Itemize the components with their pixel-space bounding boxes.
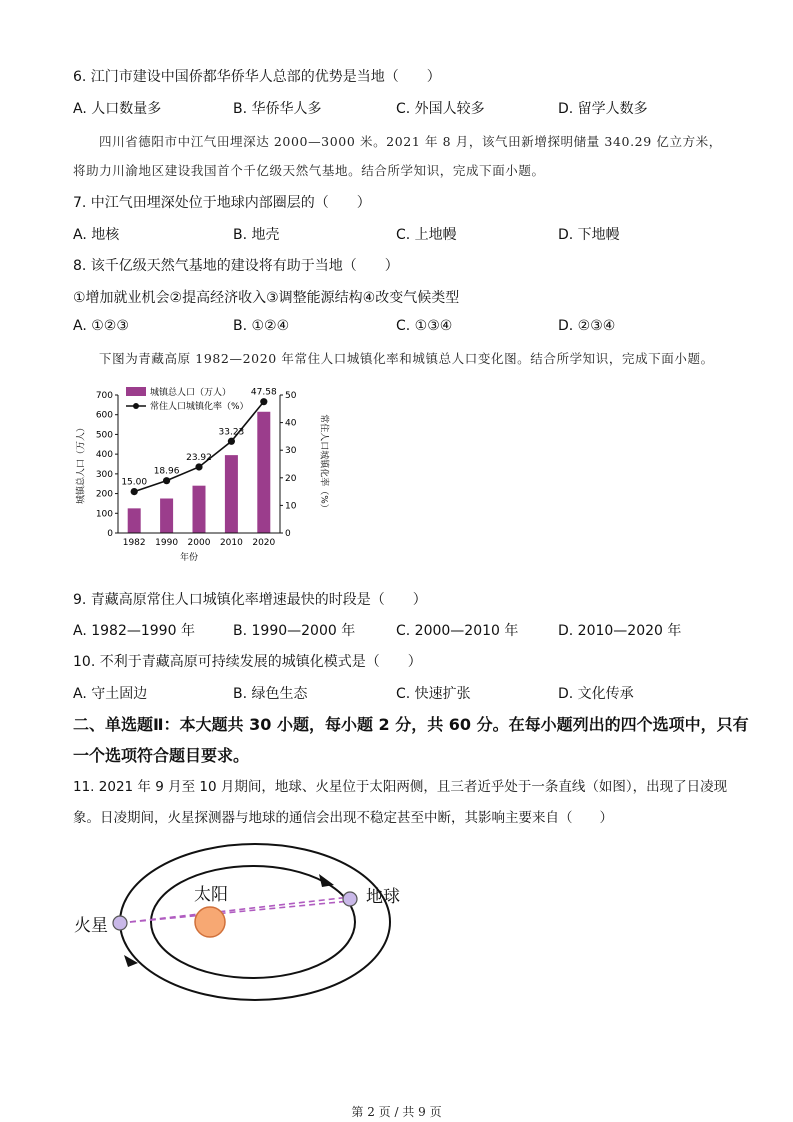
bar-1982	[128, 508, 141, 533]
x-tick-label: 2010	[219, 538, 243, 548]
rate-point-label: 23.92	[186, 452, 212, 463]
q6-stem: 6. 江门市建设中国侨都华侨华人总部的优势是当地（ ）	[73, 69, 441, 85]
rate-point-label: 47.58	[250, 387, 277, 398]
right-tick-label: 50	[285, 391, 297, 401]
q11-line-1: 11. 2021 年 9 月至 10 月期间，地球、火星位于太阳两侧，且三者近乎处于一条直线（如图），出现了日凌现	[73, 779, 728, 795]
mars-orbit-arrow	[124, 955, 138, 967]
legend-bar-swatch	[126, 387, 146, 396]
q8-option-c: C. ①③④	[396, 318, 453, 334]
bar-1990	[160, 499, 173, 534]
rate-point-label: 15.00	[121, 477, 148, 488]
q9-option-a: A. 1982—1990 年	[73, 623, 195, 639]
urbanization-rate-line	[134, 402, 264, 492]
bar-2010	[225, 455, 238, 533]
chart-legend	[126, 386, 249, 412]
bar-2000	[193, 486, 206, 533]
q8-stem: 8. 该千亿级天然气基地的建设将有助于当地（ ）	[73, 258, 399, 274]
page-footer: 第 2 页 / 共 9 页	[351, 1105, 442, 1119]
passage-2: 下图为青藏高原 1982—2020 年常住人口城镇化率和城镇总人口变化图。结合所学知识，完成下面小题。	[99, 351, 714, 366]
passage-1-line-2: 将助力川渝地区建设我国首个千亿级天然气基地。结合所学知识，完成下面小题。	[73, 163, 545, 178]
q8-option-a: A. ①②③	[73, 318, 129, 334]
mars-icon	[113, 916, 127, 930]
q6-option-b: B. 华侨华人多	[233, 101, 322, 117]
rate-point-1990	[163, 477, 170, 484]
q8-choices: ①增加就业机会②提高经济收入③调整能源结构④改变气候类型	[73, 290, 460, 306]
sun-icon	[195, 907, 225, 937]
q6-option-c: C. 外国人较多	[396, 101, 485, 117]
earth-label: 地球	[366, 887, 400, 907]
q9-stem: 9. 青藏高原常住人口城镇化率增速最快的时段是（ ）	[73, 592, 427, 608]
q7-option-d: D. 下地幔	[558, 227, 620, 243]
q8-option-d: D. ②③④	[558, 318, 616, 334]
rate-point-label: 18.96	[153, 466, 180, 477]
left-tick-label: 300	[95, 469, 113, 480]
q11-line-2: 象。日凌期间，火星探测器与地球的通信会出现不稳定甚至中断，其影响主要来自（ ）	[73, 810, 613, 826]
earth-orbit-arrow	[319, 874, 334, 887]
q7-option-b: B. 地壳	[233, 227, 280, 243]
q10-stem: 10. 不利于青藏高原可持续发展的城镇化模式是（ ）	[73, 654, 422, 670]
chart-x-label: 年份	[179, 553, 199, 563]
mars-earth-line-lower	[120, 901, 350, 923]
mars-label: 火星	[74, 916, 108, 936]
bar-2020	[257, 412, 270, 533]
legend-bar-label: 城镇总人口（万人）	[150, 388, 232, 398]
q6-option-d: D. 留学人数多	[558, 101, 648, 117]
right-tick-label: 40	[285, 418, 297, 429]
rate-point-2010	[228, 438, 235, 445]
conjunction-diagram	[60, 835, 430, 1015]
x-tick-label: 1990	[155, 538, 179, 548]
x-tick-label: 1982	[122, 538, 146, 548]
section-2-heading-line-1: 二、单选题Ⅱ：本大题共 30 小题，每小题 2 分，共 60 分。在每小题列出的四个选项中，只有	[73, 715, 749, 734]
chart-y2-label: 常住人口城镇化率（%）	[318, 414, 329, 513]
right-tick-label: 10	[285, 501, 297, 512]
legend-line-marker	[133, 403, 139, 409]
q9-option-c: C. 2000—2010 年	[396, 623, 519, 639]
left-tick-label: 500	[95, 430, 113, 441]
passage-1-line-1: 四川省德阳市中江气田埋深达 2000—3000 米。2021 年 8 月，该气田新增探明储量 340.29 亿立方米，	[99, 134, 722, 149]
left-tick-label: 200	[95, 489, 113, 500]
q9-option-b: B. 1990—2000 年	[233, 623, 356, 639]
right-tick-label: 30	[285, 446, 297, 457]
right-tick-label: 20	[285, 473, 297, 484]
mars-orbit	[120, 844, 390, 1000]
q6-option-a: A. 人口数量多	[73, 101, 162, 117]
chart-y-label: 城镇总人口（万人）	[76, 423, 87, 505]
left-tick-label: 400	[95, 450, 113, 461]
q7-option-c: C. 上地幔	[396, 227, 457, 243]
x-tick-label: 2020	[252, 538, 276, 548]
rate-point-label: 33.23	[218, 427, 245, 438]
q10-option-c: C. 快速扩张	[396, 686, 471, 702]
earth-icon	[343, 892, 357, 906]
left-tick-label: 700	[95, 391, 113, 401]
rate-point-2000	[195, 463, 202, 470]
rate-point-1982	[131, 488, 138, 495]
urbanization-chart	[72, 378, 332, 574]
sun-label: 太阳	[194, 885, 228, 905]
q8-option-b: B. ①②④	[233, 318, 290, 334]
q9-option-d: D. 2010—2020 年	[558, 623, 682, 639]
x-tick-label: 2000	[187, 538, 211, 548]
q10-option-b: B. 绿色生态	[233, 686, 308, 702]
left-tick-label: 0	[107, 529, 113, 539]
q10-option-a: A. 守土固边	[73, 686, 148, 702]
left-tick-label: 600	[95, 410, 113, 421]
q10-option-d: D. 文化传承	[558, 686, 634, 702]
legend-line-label: 常住人口城镇化率（%）	[150, 402, 249, 412]
right-tick-label: 0	[285, 529, 291, 539]
q7-stem: 7. 中江气田埋深处位于地球内部圈层的（ ）	[73, 195, 371, 211]
rate-point-2020	[260, 398, 267, 405]
q7-option-a: A. 地核	[73, 227, 120, 243]
section-2-heading-line-2: 一个选项符合题目要求。	[73, 746, 250, 765]
left-tick-label: 100	[95, 509, 113, 520]
